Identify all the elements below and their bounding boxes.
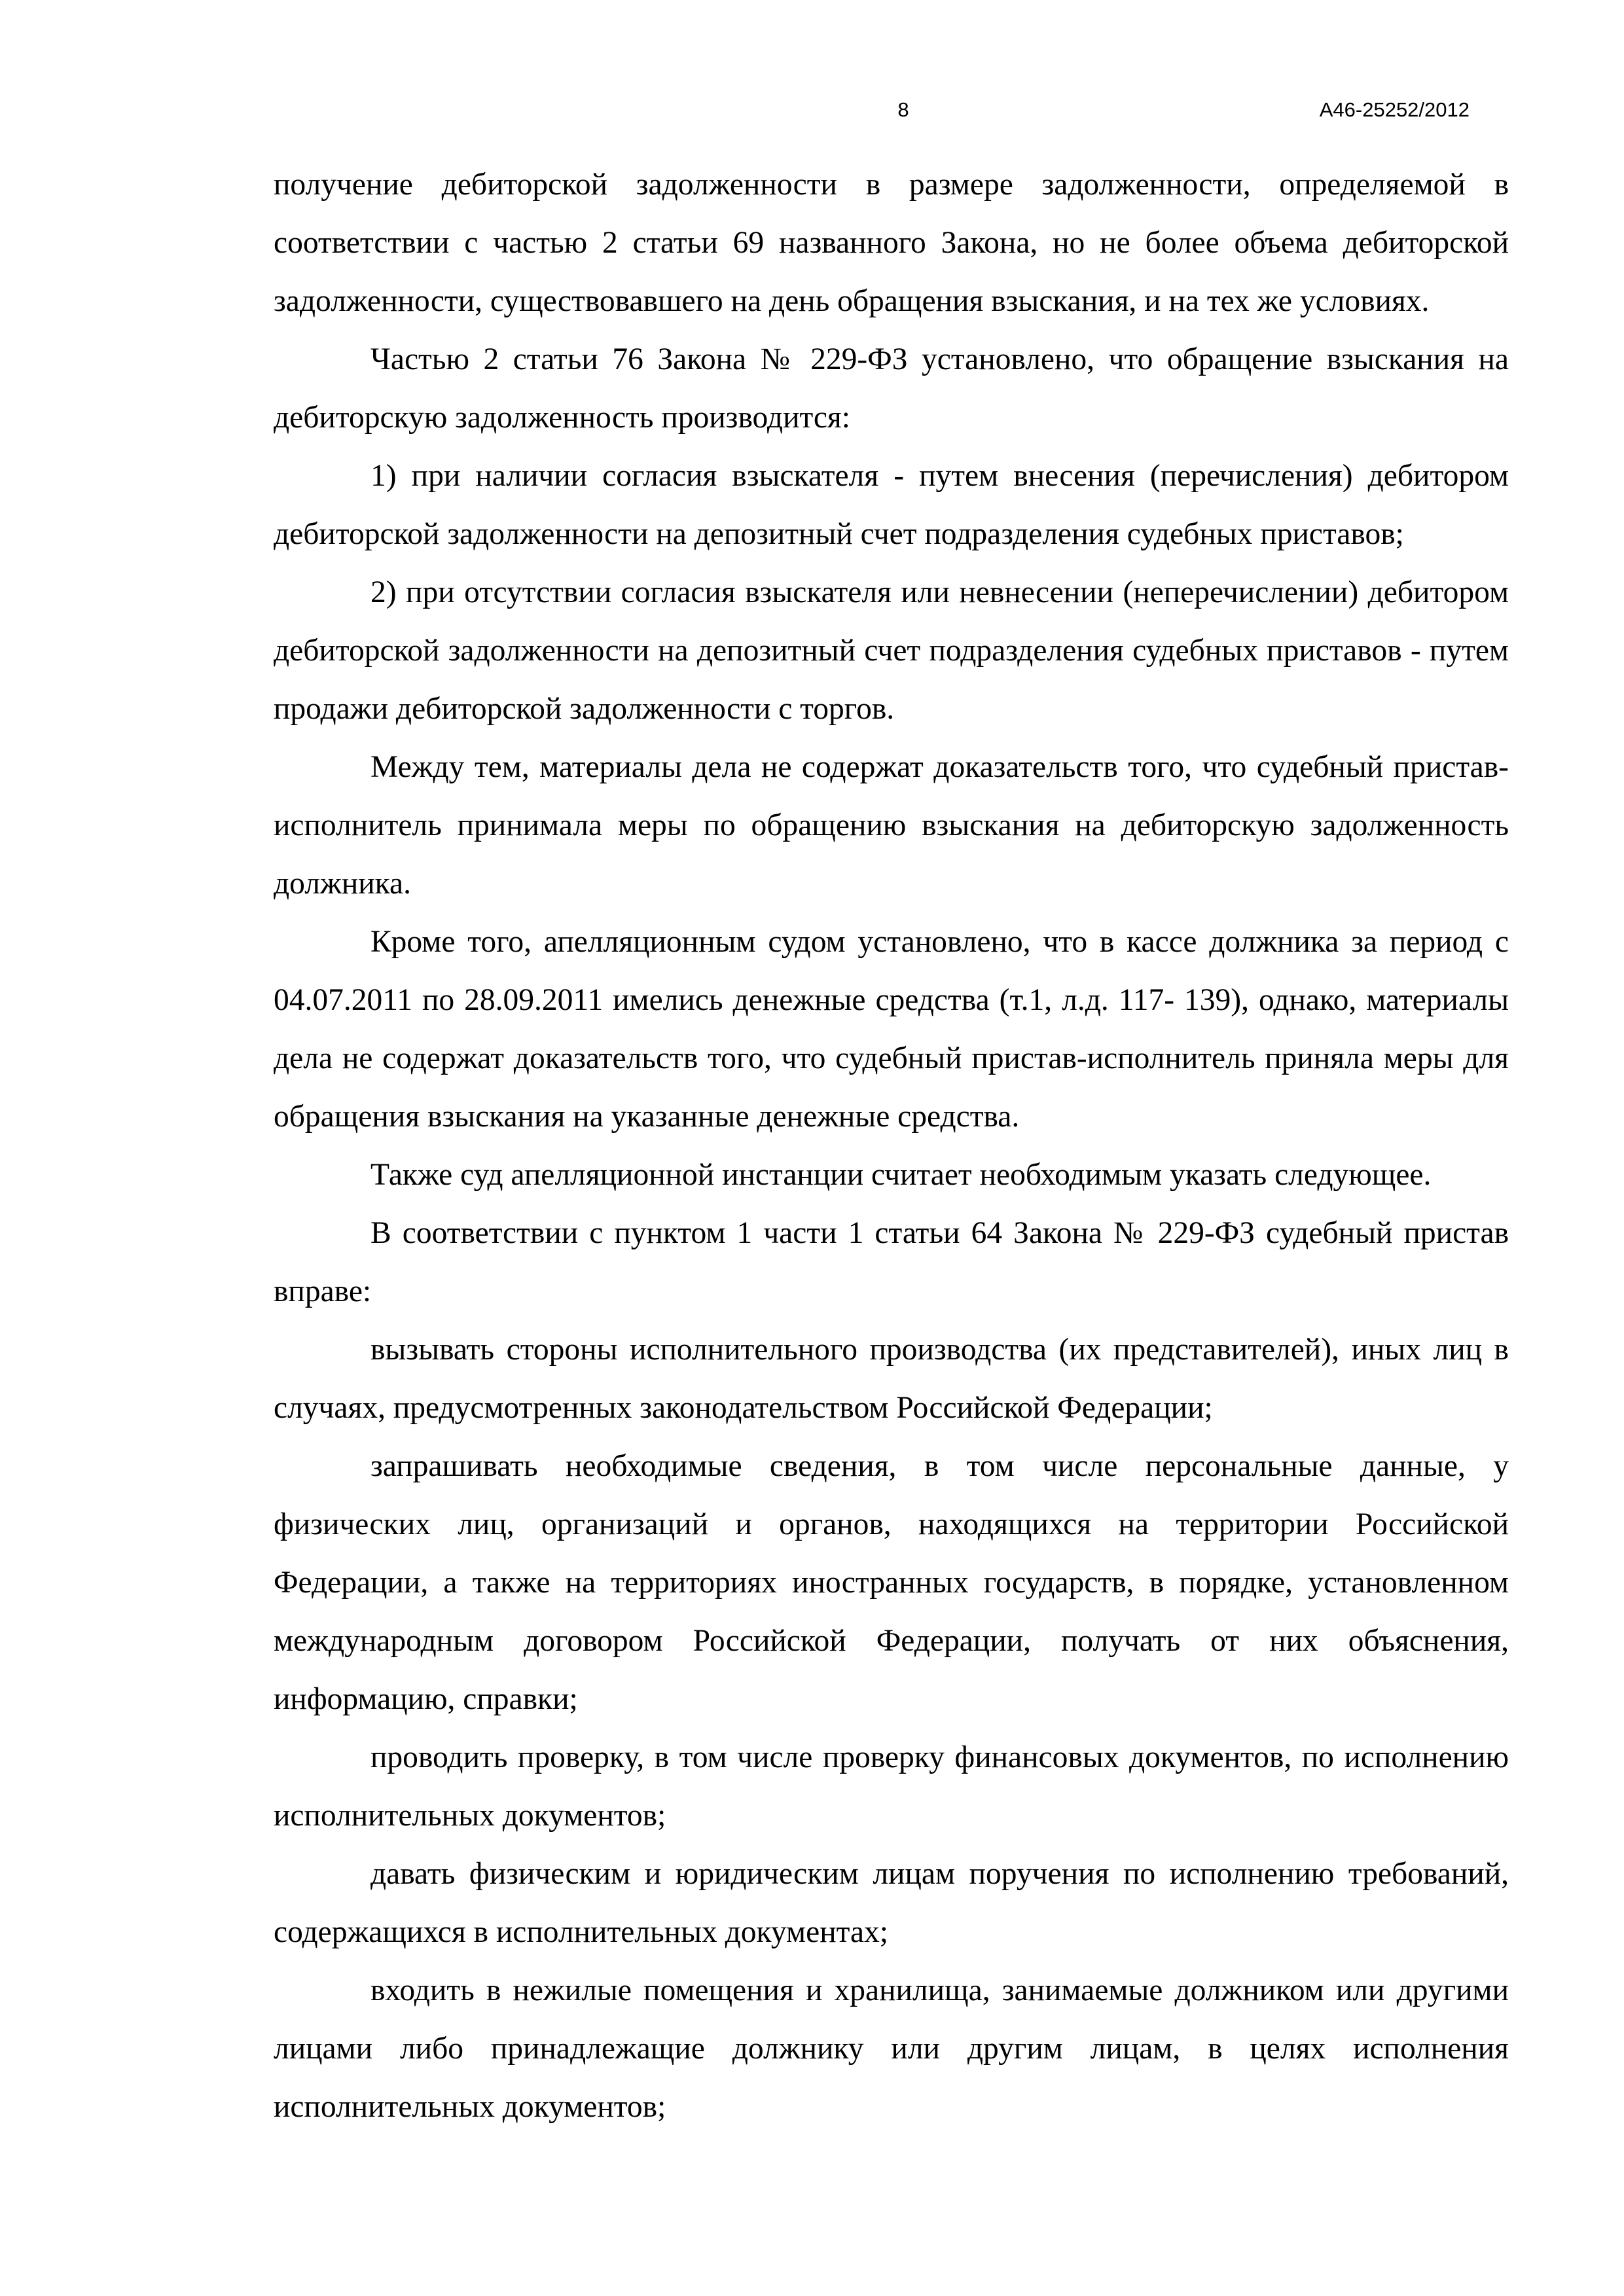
paragraph: Кроме того, апелляционным судом установлено, что в кассе должника за период с 04.07.2011 по 28.09.2011 имелись денежные средства (т.1, л.д. 117- 139), однако, материалы дела не содержат доказательств того, что судебный пристав-исполнитель приняла меры для обращения взыскания на указанные денежные средства. [274, 925, 1509, 1134]
paragraph: Частью 2 статьи 76 Закона № 229-ФЗ установлено, что обращение взыскания на дебиторскую задолженность производится: [274, 342, 1509, 435]
paragraph: давать физическим и юридическим лицам поручения по исполнению требований, содержащихся в исполнительных документах; [274, 1857, 1509, 1949]
paragraph: 1) при наличии согласия взыскателя - путем внесения (перечисления) дебитором дебиторской задолженности на депозитный счет подразделения судебных приставов; [274, 459, 1509, 551]
paragraph: Между тем, материалы дела не содержат доказательств того, что судебный пристав-исполнитель принимала меры по обращению взыскания на дебиторскую задолженность должника. [274, 750, 1509, 901]
paragraph: проводить проверку, в том числе проверку финансовых документов, по исполнению исполнительных документов; [274, 1740, 1509, 1833]
document-body [274, 156, 1509, 2136]
page-number: 8 [897, 98, 909, 121]
case-number: А46-25252/2012 [1319, 98, 1470, 121]
paragraph: Также суд апелляционной инстанции считает необходимым указать следующее. [370, 1158, 1432, 1192]
paragraph: В соответствии с пунктом 1 части 1 статьи 64 Закона № 229-ФЗ судебный пристав вправе: [274, 1216, 1509, 1308]
paragraph: входить в нежилые помещения и хранилища, занимаемые должником или другими лицами либо принадлежащие должнику или другим лицам, в целях исполнения исполнительных документов; [274, 1973, 1509, 2124]
paragraph: вызывать стороны исполнительного производства (их представителей), иных лиц в случаях, предусмотренных законодательством Российской Федерации; [274, 1333, 1509, 1425]
paragraph: запрашивать необходимые сведения, в том числе персональные данные, у физических лиц, организаций и органов, находящихся на территории Российской Федерации, а также на территориях иностранных государств, в порядке, установленном международным договором Российской Федерации, получать от них объяснения, информацию, справки; [274, 1449, 1509, 1716]
paragraph: получение дебиторской задолженности в размере задолженности, определяемой в соответствии с частью 2 статьи 69 названного Закона, но не более объема дебиторской задолженности, существовавшего на день обращения взыскания, и на тех же условиях. [274, 168, 1509, 318]
paragraph: 2) при отсутствии согласия взыскателя или невнесении (неперечислении) дебитором дебиторской задолженности на депозитный счет подразделения судебных приставов - путем продажи дебиторской задолженности с торгов. [274, 575, 1509, 726]
